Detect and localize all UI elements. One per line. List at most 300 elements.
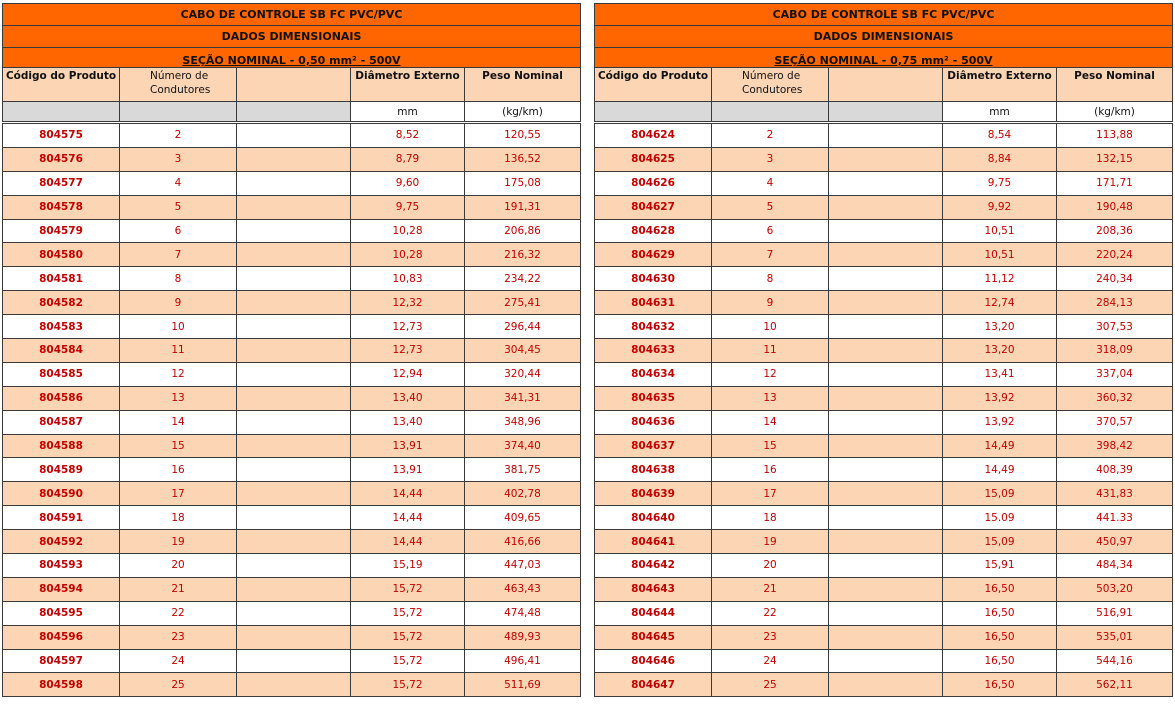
table-row bbox=[3, 386, 581, 410]
outer-diameter: 16,50 bbox=[943, 601, 1057, 625]
nominal-weight: 398,42 bbox=[1057, 434, 1173, 458]
table-row bbox=[3, 124, 581, 148]
conductor-count: 4 bbox=[712, 171, 829, 195]
outer-diameter: 12,94 bbox=[351, 362, 465, 386]
outer-diameter: 15.09 bbox=[943, 506, 1057, 530]
header-blank bbox=[829, 68, 943, 102]
product-code: 804591 bbox=[3, 506, 120, 530]
nominal-weight: 318,09 bbox=[1057, 339, 1173, 363]
conductor-count: 19 bbox=[712, 530, 829, 554]
product-code: 804585 bbox=[3, 362, 120, 386]
blank-cell bbox=[237, 482, 351, 506]
blank-cell bbox=[237, 673, 351, 697]
outer-diameter: 16,50 bbox=[943, 577, 1057, 601]
conductor-count: 9 bbox=[712, 291, 829, 315]
units-blank bbox=[712, 102, 829, 122]
conductor-count: 11 bbox=[712, 339, 829, 363]
outer-diameter: 12,73 bbox=[351, 315, 465, 339]
product-code: 804597 bbox=[3, 649, 120, 673]
table-row bbox=[3, 147, 581, 171]
nominal-weight: 208,36 bbox=[1057, 219, 1173, 243]
product-code: 804637 bbox=[595, 434, 712, 458]
product-code: 804638 bbox=[595, 458, 712, 482]
table-row bbox=[3, 482, 581, 506]
nominal-weight: 450,97 bbox=[1057, 530, 1173, 554]
blank-cell bbox=[829, 530, 943, 554]
nominal-weight: 374,40 bbox=[465, 434, 581, 458]
conductor-count: 15 bbox=[120, 434, 237, 458]
product-code: 804575 bbox=[3, 124, 120, 148]
product-code: 804639 bbox=[595, 482, 712, 506]
nominal-weight: 284,13 bbox=[1057, 291, 1173, 315]
product-code: 804577 bbox=[3, 171, 120, 195]
blank-cell bbox=[237, 554, 351, 578]
outer-diameter: 8,52 bbox=[351, 124, 465, 148]
conductor-count: 22 bbox=[120, 601, 237, 625]
conductor-count: 20 bbox=[120, 554, 237, 578]
table-row bbox=[3, 291, 581, 315]
outer-diameter: 9,60 bbox=[351, 171, 465, 195]
outer-diameter: 15,72 bbox=[351, 625, 465, 649]
table-row bbox=[595, 410, 1173, 434]
table-subtitle: DADOS DIMENSIONAIS bbox=[3, 26, 581, 48]
blank-cell bbox=[237, 362, 351, 386]
table-row bbox=[3, 171, 581, 195]
conductor-count: 20 bbox=[712, 554, 829, 578]
blank-cell bbox=[829, 362, 943, 386]
table-row bbox=[3, 554, 581, 578]
blank-cell bbox=[237, 458, 351, 482]
table-row bbox=[595, 315, 1173, 339]
table-row bbox=[595, 147, 1173, 171]
outer-diameter: 14,49 bbox=[943, 458, 1057, 482]
conductor-count: 12 bbox=[120, 362, 237, 386]
outer-diameter: 11,12 bbox=[943, 267, 1057, 291]
outer-diameter: 9,75 bbox=[943, 171, 1057, 195]
unit-weight: (kg/km) bbox=[465, 102, 581, 122]
nominal-weight: 511,69 bbox=[465, 673, 581, 697]
product-code: 804625 bbox=[595, 147, 712, 171]
product-code: 804592 bbox=[3, 530, 120, 554]
blank-cell bbox=[237, 171, 351, 195]
nominal-weight: 535,01 bbox=[1057, 625, 1173, 649]
nominal-weight: 408,39 bbox=[1057, 458, 1173, 482]
table-row bbox=[3, 577, 581, 601]
header-code: Código do Produto bbox=[595, 68, 712, 102]
product-code: 804582 bbox=[3, 291, 120, 315]
header-diameter: Diâmetro Externo bbox=[351, 68, 465, 102]
table-row bbox=[3, 219, 581, 243]
product-code: 804640 bbox=[595, 506, 712, 530]
units-blank bbox=[829, 102, 943, 122]
outer-diameter: 8,54 bbox=[943, 124, 1057, 148]
product-code: 804624 bbox=[595, 124, 712, 148]
blank-cell bbox=[829, 434, 943, 458]
header-blank bbox=[237, 68, 351, 102]
units-blank bbox=[120, 102, 237, 122]
outer-diameter: 10,51 bbox=[943, 243, 1057, 267]
nominal-weight: 360,32 bbox=[1057, 386, 1173, 410]
nominal-weight: 416,66 bbox=[465, 530, 581, 554]
dimension-table bbox=[594, 3, 1173, 697]
outer-diameter: 16,50 bbox=[943, 625, 1057, 649]
outer-diameter: 13,41 bbox=[943, 362, 1057, 386]
nominal-weight: 304,45 bbox=[465, 339, 581, 363]
nominal-weight: 175,08 bbox=[465, 171, 581, 195]
conductor-count: 11 bbox=[120, 339, 237, 363]
blank-cell bbox=[829, 124, 943, 148]
blank-cell bbox=[829, 147, 943, 171]
blank-cell bbox=[829, 458, 943, 482]
outer-diameter: 8,79 bbox=[351, 147, 465, 171]
blank-cell bbox=[237, 434, 351, 458]
nominal-weight: 240,34 bbox=[1057, 267, 1173, 291]
outer-diameter: 16,50 bbox=[943, 649, 1057, 673]
product-code: 804628 bbox=[595, 219, 712, 243]
outer-diameter: 12,74 bbox=[943, 291, 1057, 315]
product-code: 804626 bbox=[595, 171, 712, 195]
section-title: SEÇÃO NOMINAL - 0,75 mm² - 500V bbox=[595, 48, 1173, 68]
outer-diameter: 14,44 bbox=[351, 530, 465, 554]
outer-diameter: 9,92 bbox=[943, 195, 1057, 219]
nominal-weight: 191,31 bbox=[465, 195, 581, 219]
dimension-table bbox=[2, 3, 581, 697]
blank-cell bbox=[237, 386, 351, 410]
blank-cell bbox=[829, 577, 943, 601]
conductor-count: 8 bbox=[712, 267, 829, 291]
outer-diameter: 13,40 bbox=[351, 410, 465, 434]
nominal-weight: 381,75 bbox=[465, 458, 581, 482]
blank-cell bbox=[829, 195, 943, 219]
table-row bbox=[3, 362, 581, 386]
conductor-count: 14 bbox=[120, 410, 237, 434]
conductor-count: 8 bbox=[120, 267, 237, 291]
conductor-count: 16 bbox=[120, 458, 237, 482]
product-code: 804596 bbox=[3, 625, 120, 649]
table-row bbox=[595, 434, 1173, 458]
product-code: 804576 bbox=[3, 147, 120, 171]
conductor-count: 13 bbox=[120, 386, 237, 410]
product-code: 804630 bbox=[595, 267, 712, 291]
product-code: 804598 bbox=[3, 673, 120, 697]
table-row bbox=[595, 554, 1173, 578]
product-code: 804641 bbox=[595, 530, 712, 554]
table-row bbox=[3, 625, 581, 649]
conductor-count: 6 bbox=[120, 219, 237, 243]
nominal-weight: 562,11 bbox=[1057, 673, 1173, 697]
conductor-count: 25 bbox=[712, 673, 829, 697]
table-row bbox=[595, 506, 1173, 530]
product-code: 804634 bbox=[595, 362, 712, 386]
table-panel-075 bbox=[594, 3, 1172, 697]
blank-cell bbox=[237, 410, 351, 434]
blank-cell bbox=[237, 195, 351, 219]
conductor-count: 2 bbox=[712, 124, 829, 148]
nominal-weight: 296,44 bbox=[465, 315, 581, 339]
table-row bbox=[595, 171, 1173, 195]
table-row bbox=[595, 601, 1173, 625]
nominal-weight: 206,86 bbox=[465, 219, 581, 243]
table-row bbox=[595, 625, 1173, 649]
conductor-count: 9 bbox=[120, 291, 237, 315]
outer-diameter: 13,92 bbox=[943, 386, 1057, 410]
conductor-count: 16 bbox=[712, 458, 829, 482]
nominal-weight: 171,71 bbox=[1057, 171, 1173, 195]
blank-cell bbox=[237, 219, 351, 243]
blank-cell bbox=[237, 339, 351, 363]
product-code: 804595 bbox=[3, 601, 120, 625]
table-row bbox=[3, 434, 581, 458]
nominal-weight: 496,41 bbox=[465, 649, 581, 673]
outer-diameter: 15,72 bbox=[351, 577, 465, 601]
table-row bbox=[3, 601, 581, 625]
nominal-weight: 275,41 bbox=[465, 291, 581, 315]
outer-diameter: 16,50 bbox=[943, 673, 1057, 697]
table-row bbox=[3, 267, 581, 291]
table-row bbox=[3, 315, 581, 339]
header-weight: Peso Nominal bbox=[465, 68, 581, 102]
blank-cell bbox=[237, 625, 351, 649]
outer-diameter: 15,19 bbox=[351, 554, 465, 578]
conductor-count: 14 bbox=[712, 410, 829, 434]
conductor-count: 25 bbox=[120, 673, 237, 697]
product-code: 804594 bbox=[3, 577, 120, 601]
table-panel-050 bbox=[2, 3, 580, 697]
product-code: 804583 bbox=[3, 315, 120, 339]
blank-cell bbox=[237, 577, 351, 601]
product-code: 804587 bbox=[3, 410, 120, 434]
product-code: 804635 bbox=[595, 386, 712, 410]
nominal-weight: 463,43 bbox=[465, 577, 581, 601]
table-title: CABO DE CONTROLE SB FC PVC/PVC bbox=[595, 4, 1173, 26]
table-row bbox=[595, 195, 1173, 219]
blank-cell bbox=[829, 506, 943, 530]
conductor-count: 15 bbox=[712, 434, 829, 458]
conductor-count: 23 bbox=[120, 625, 237, 649]
table-row bbox=[595, 577, 1173, 601]
blank-cell bbox=[237, 530, 351, 554]
product-code: 804633 bbox=[595, 339, 712, 363]
blank-cell bbox=[237, 315, 351, 339]
nominal-weight: 431,83 bbox=[1057, 482, 1173, 506]
product-code: 804647 bbox=[595, 673, 712, 697]
outer-diameter: 13,92 bbox=[943, 410, 1057, 434]
product-code: 804593 bbox=[3, 554, 120, 578]
table-row bbox=[595, 386, 1173, 410]
outer-diameter: 13,20 bbox=[943, 315, 1057, 339]
table-row bbox=[3, 506, 581, 530]
table-title: CABO DE CONTROLE SB FC PVC/PVC bbox=[3, 4, 581, 26]
table-row bbox=[595, 124, 1173, 148]
nominal-weight: 220,24 bbox=[1057, 243, 1173, 267]
conductor-count: 4 bbox=[120, 171, 237, 195]
nominal-weight: 544,16 bbox=[1057, 649, 1173, 673]
conductor-count: 24 bbox=[712, 649, 829, 673]
blank-cell bbox=[237, 506, 351, 530]
conductor-count: 18 bbox=[712, 506, 829, 530]
table-row bbox=[3, 458, 581, 482]
outer-diameter: 12,73 bbox=[351, 339, 465, 363]
blank-cell bbox=[829, 243, 943, 267]
outer-diameter: 15,09 bbox=[943, 530, 1057, 554]
conductor-count: 21 bbox=[120, 577, 237, 601]
conductor-count: 2 bbox=[120, 124, 237, 148]
nominal-weight: 216,32 bbox=[465, 243, 581, 267]
header-code: Código do Produto bbox=[3, 68, 120, 102]
blank-cell bbox=[829, 410, 943, 434]
nominal-weight: 307,53 bbox=[1057, 315, 1173, 339]
nominal-weight: 503,20 bbox=[1057, 577, 1173, 601]
table-row bbox=[595, 291, 1173, 315]
nominal-weight: 120,55 bbox=[465, 124, 581, 148]
table-row bbox=[595, 482, 1173, 506]
table-row bbox=[595, 362, 1173, 386]
conductor-count: 24 bbox=[120, 649, 237, 673]
outer-diameter: 15,72 bbox=[351, 601, 465, 625]
table-subtitle: DADOS DIMENSIONAIS bbox=[595, 26, 1173, 48]
blank-cell bbox=[829, 267, 943, 291]
blank-cell bbox=[829, 219, 943, 243]
conductor-count: 23 bbox=[712, 625, 829, 649]
outer-diameter: 14,44 bbox=[351, 506, 465, 530]
nominal-weight: 341,31 bbox=[465, 386, 581, 410]
outer-diameter: 15,91 bbox=[943, 554, 1057, 578]
conductor-count: 17 bbox=[712, 482, 829, 506]
product-code: 804579 bbox=[3, 219, 120, 243]
product-code: 804646 bbox=[595, 649, 712, 673]
conductor-count: 18 bbox=[120, 506, 237, 530]
table-row bbox=[595, 339, 1173, 363]
product-code: 804580 bbox=[3, 243, 120, 267]
conductor-count: 22 bbox=[712, 601, 829, 625]
blank-cell bbox=[829, 386, 943, 410]
product-code: 804590 bbox=[3, 482, 120, 506]
product-code: 804578 bbox=[3, 195, 120, 219]
conductor-count: 7 bbox=[712, 243, 829, 267]
product-code: 804643 bbox=[595, 577, 712, 601]
product-code: 804644 bbox=[595, 601, 712, 625]
table-row bbox=[595, 530, 1173, 554]
table-row bbox=[595, 267, 1173, 291]
conductor-count: 5 bbox=[712, 195, 829, 219]
table-row bbox=[595, 243, 1173, 267]
conductor-count: 3 bbox=[120, 147, 237, 171]
nominal-weight: 234,22 bbox=[465, 267, 581, 291]
outer-diameter: 14,44 bbox=[351, 482, 465, 506]
table-row bbox=[3, 410, 581, 434]
table-row bbox=[595, 649, 1173, 673]
units-blank bbox=[237, 102, 351, 122]
outer-diameter: 13,91 bbox=[351, 434, 465, 458]
header-diameter: Diâmetro Externo bbox=[943, 68, 1057, 102]
product-code: 804629 bbox=[595, 243, 712, 267]
nominal-weight: 132,15 bbox=[1057, 147, 1173, 171]
table-row bbox=[595, 219, 1173, 243]
blank-cell bbox=[237, 147, 351, 171]
outer-diameter: 15,72 bbox=[351, 673, 465, 697]
conductor-count: 12 bbox=[712, 362, 829, 386]
unit-diameter: mm bbox=[943, 102, 1057, 122]
product-code: 804588 bbox=[3, 434, 120, 458]
blank-cell bbox=[829, 482, 943, 506]
outer-diameter: 8,84 bbox=[943, 147, 1057, 171]
blank-cell bbox=[237, 267, 351, 291]
outer-diameter: 12,32 bbox=[351, 291, 465, 315]
outer-diameter: 15,09 bbox=[943, 482, 1057, 506]
conductor-count: 10 bbox=[120, 315, 237, 339]
conductor-count: 3 bbox=[712, 147, 829, 171]
table-row bbox=[3, 195, 581, 219]
nominal-weight: 190,48 bbox=[1057, 195, 1173, 219]
blank-cell bbox=[829, 601, 943, 625]
table-row bbox=[3, 673, 581, 697]
unit-diameter: mm bbox=[351, 102, 465, 122]
product-code: 804636 bbox=[595, 410, 712, 434]
outer-diameter: 9,75 bbox=[351, 195, 465, 219]
table-row bbox=[595, 673, 1173, 697]
nominal-weight: 489,93 bbox=[465, 625, 581, 649]
product-code: 804627 bbox=[595, 195, 712, 219]
nominal-weight: 516,91 bbox=[1057, 601, 1173, 625]
header-conductors: Número de Condutores bbox=[120, 68, 237, 102]
blank-cell bbox=[237, 601, 351, 625]
product-code: 804584 bbox=[3, 339, 120, 363]
conductor-count: 13 bbox=[712, 386, 829, 410]
nominal-weight: 402,78 bbox=[465, 482, 581, 506]
section-title: SEÇÃO NOMINAL - 0,50 mm² - 500V bbox=[3, 48, 581, 68]
nominal-weight: 337,04 bbox=[1057, 362, 1173, 386]
conductor-count: 10 bbox=[712, 315, 829, 339]
nominal-weight: 348,96 bbox=[465, 410, 581, 434]
header-conductors: Número de Condutores bbox=[712, 68, 829, 102]
blank-cell bbox=[829, 625, 943, 649]
nominal-weight: 447,03 bbox=[465, 554, 581, 578]
header-weight: Peso Nominal bbox=[1057, 68, 1173, 102]
nominal-weight: 113,88 bbox=[1057, 124, 1173, 148]
nominal-weight: 136,52 bbox=[465, 147, 581, 171]
product-code: 804642 bbox=[595, 554, 712, 578]
blank-cell bbox=[829, 649, 943, 673]
outer-diameter: 10,28 bbox=[351, 243, 465, 267]
product-code: 804581 bbox=[3, 267, 120, 291]
blank-cell bbox=[829, 673, 943, 697]
product-code: 804632 bbox=[595, 315, 712, 339]
blank-cell bbox=[829, 554, 943, 578]
nominal-weight: 409,65 bbox=[465, 506, 581, 530]
outer-diameter: 13,40 bbox=[351, 386, 465, 410]
product-code: 804645 bbox=[595, 625, 712, 649]
table-row bbox=[3, 243, 581, 267]
blank-cell bbox=[829, 315, 943, 339]
blank-cell bbox=[829, 171, 943, 195]
outer-diameter: 13,91 bbox=[351, 458, 465, 482]
nominal-weight: 370,57 bbox=[1057, 410, 1173, 434]
blank-cell bbox=[237, 649, 351, 673]
unit-weight: (kg/km) bbox=[1057, 102, 1173, 122]
nominal-weight: 441.33 bbox=[1057, 506, 1173, 530]
conductor-count: 6 bbox=[712, 219, 829, 243]
product-code: 804586 bbox=[3, 386, 120, 410]
blank-cell bbox=[829, 291, 943, 315]
conductor-count: 7 bbox=[120, 243, 237, 267]
nominal-weight: 484,34 bbox=[1057, 554, 1173, 578]
conductor-count: 21 bbox=[712, 577, 829, 601]
conductor-count: 5 bbox=[120, 195, 237, 219]
table-row bbox=[3, 530, 581, 554]
product-code: 804589 bbox=[3, 458, 120, 482]
outer-diameter: 13,20 bbox=[943, 339, 1057, 363]
units-blank bbox=[595, 102, 712, 122]
